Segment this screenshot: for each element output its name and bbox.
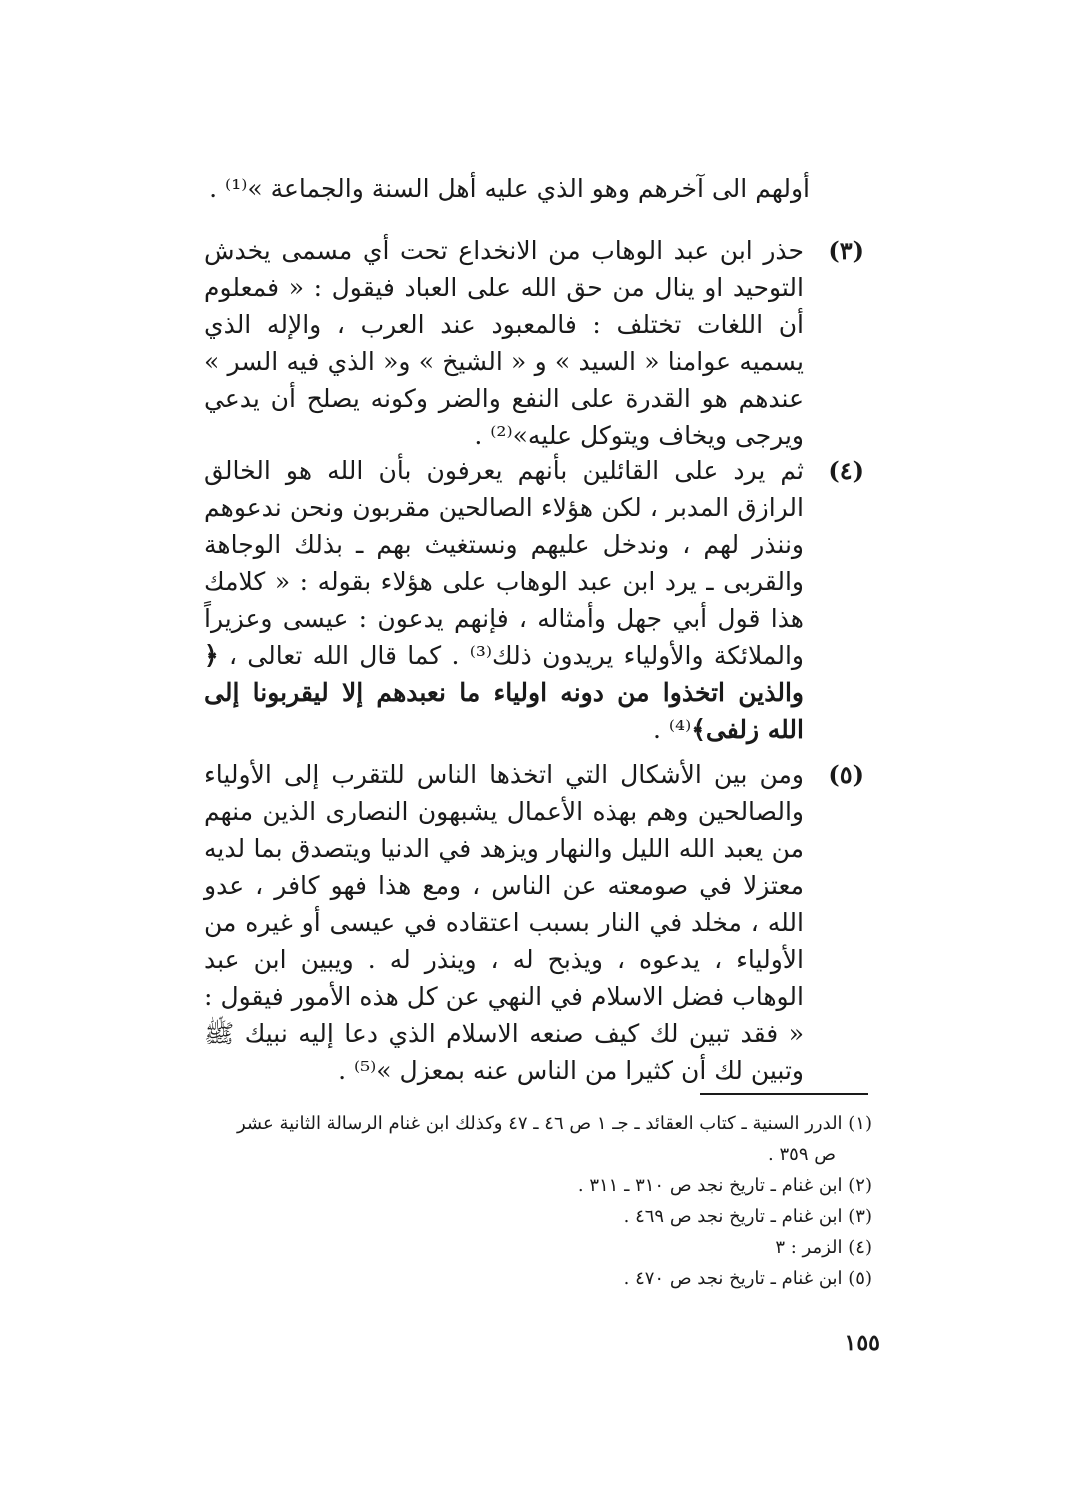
footnote-3: (٣) ابن غنام ـ تاريخ نجد ص ٤٦٩ . — [623, 1206, 872, 1227]
footnote-divider — [700, 1093, 868, 1095]
footnote-2: (٢) ابن غنام ـ تاريخ نجد ص ٣١٠ ـ ٣١١ . — [577, 1175, 872, 1196]
item-number: (٣) — [828, 236, 864, 265]
item-number: (٥) — [828, 760, 864, 789]
footnote-1: (١) الدرر السنية ـ كتاب العقائد ـ جـ ١ ص ٤٦ ـ ٤٧ وكذلك ابن غنام الرسالة الثانية عشر — [237, 1113, 872, 1134]
item-text — [204, 452, 804, 748]
list-item-3 — [204, 232, 864, 454]
quran-quote: ﴿ والذين اتخذوا من دونه اولياء ما نعبدهم إلا ليقربونا إلى الله زلفى﴾ — [204, 641, 804, 744]
footnote-5: (٥) ابن غنام ـ تاريخ نجد ص ٤٧٠ . — [623, 1268, 872, 1289]
item-text-after: ⁽⁴⁾ . — [653, 715, 692, 744]
lead-line: أولهم الى آخرهم وهو الذي عليه أهل السنة والجماعة »⁽¹⁾ . — [209, 174, 810, 203]
item-text: حذر ابن عبد الوهاب من الانخداع تحت أي مسمى يخدش التوحيد او ينال من حق الله على العباد فيقول : « فمعلوم أن اللغات تختلف : فالمعبود عند العرب ، والإله الذي يسميه عوامنا « السيد » و « الشيخ » و« الذي فيه السر » عندهم هو القدرة على النفع والضر وكونه يصلح أن يدعي ويرجى ويخاف ويتوكل عليه»⁽²⁾ . — [204, 236, 804, 450]
footnote-4: (٤) الزمر : ٣ — [775, 1237, 872, 1258]
footnote-1-continuation: ص ٣٥٩ . — [768, 1144, 836, 1165]
item-text-before: ثم يرد على القائلين بأنهم يعرفون بأن الله هو الخالق الرازق المدبر ، لكن هؤلاء الصالحين مقربون ونحن ندعوهم وننذر لهم ، وندخل عليهم ونستغيث بهم ـ بذلك الوجاهة والقربى ـ يرد ابن عبد الوهاب على هؤلاء بقوله : « كلامك هذا قول أبي جهل وأمثاله ، فإنهم يدعون : عيسى وعزيراً والملائكة والأولياء يريدون ذلك⁽³⁾ . كما قال الله تعالى ، — [204, 456, 804, 670]
footnotes — [182, 1108, 872, 1294]
item-number: (٤) — [828, 456, 864, 485]
list-item-4 — [204, 452, 864, 748]
page-number: ١٥٥ — [844, 1330, 880, 1356]
item-text: ومن بين الأشكال التي اتخذها الناس للتقرب إلى الأولياء والصالحين وهم بهذه الأعمال يشبهون النصارى الذين منهم من يعبد الله الليل والنهار ويزهد في الدنيا ويتصدق بما لديه معتزلا في صومعته عن الناس ، ومع هذا فهو كافر ، عدو الله ، مخلد في النار بسبب اعتقاده في عيسى أو غيره من الأولياء ، يدعوه ، ويذبح له ، وينذر له . ويبين ابن عبد الوهاب فضل الاسلام في النهي عن كل هذه الأمور فيقول : « فقد تبين لك كيف صنعه الاسلام الذي دعا إليه نبيك ﷺ وتبين لك أن كثيرا من الناس عنه بمعزل »⁽⁵⁾ . — [204, 760, 804, 1085]
list-item-5 — [204, 756, 864, 1089]
